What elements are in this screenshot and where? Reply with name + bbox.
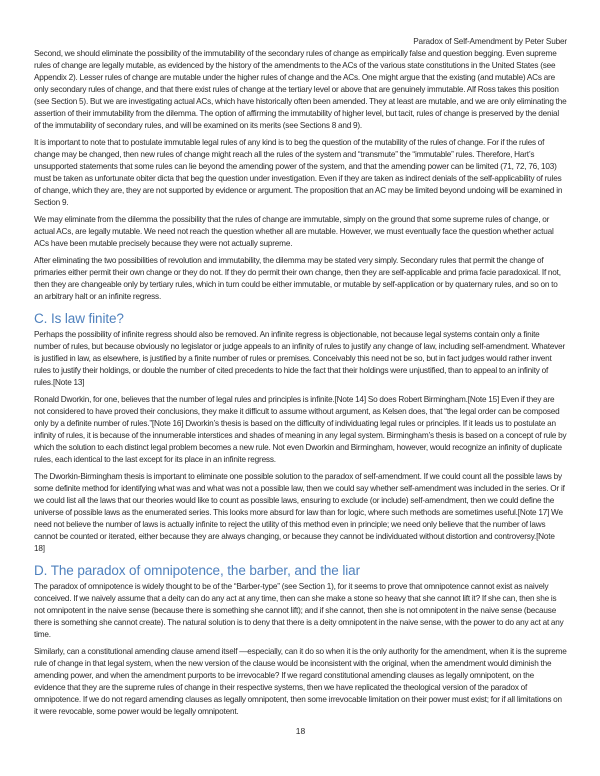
paragraph: We may eliminate from the dilemma the possibility that the rules of change are immutable, simply on the ground that some supreme rules of change, or actual ACs, are legally mutable. We need not reach the question whether all are mutable. However, we must eventually face the question whether actual ACs have been mutable precisely because they were not actually supreme.: [34, 215, 554, 248]
paragraph: Second, we should eliminate the possibility of the immutability of the secondary rules of change as empirically false and question begging. Even supreme rules of change are legally mutable, as evidenced by the history of the amendments to the ACs of the various state constitutions in the United States (see Appendix 2). Lesser rules of change are mutable under the higher rules of change and the ACs. One might argue that the existing (and mutable) ACs are only secondary rules of change, and that there exist rules of change at the tertiary level or above that are genuinely immutable. Alf Ross takes this position (see Section 5). But we are investigating actual ACs, which have historically often been amended. They at least are mutable, and we are only eliminating the assertion of their immutability from the dilemma. The option of affirming the immutability of higher level, but tacit, rules of change is preserved by the denial of the immutability of secondary rules, and will be examined on its merits (see Sections 8 and 9).: [34, 49, 567, 130]
paragraph: It is important to note that to postulate immutable legal rules of any kind is to beg the question of the mutability of the rules of change. For if the rules of change may be changed, then new rules of change might reach all the rules of the system and “transmute” the “immutable” rules. Therefore, Hart’s unsupported statements that some rules can lie beyond the amending power of the system, and that the amending power can be limited (71, 72, 76, 103) must be taken as unfortunate obiter dicta that beg the question under investigation. Even if they are taken as indirect denials of the self-applicability of rules of change, which they are, they are not supported by evidence or argument. The proposition that an AC may be limited beyond undoing will be examined in Section 9.: [34, 138, 563, 207]
paragraph: Perhaps the possibility of infinite regress should also be removed. An infinite regress is objectionable, not because legal systems contain only a finite number of rules, but because obviously no legislator or judge appeals to an infinity of rules to justify any change of law, including self-amendment. Whatever is justified in law, as elsewhere, is justified by a finite number of rules or premises. Conceivably this need not be so, but in fact judges would rather invent rules to justify their holdings, or double the number of cited precedents to hide the fact that their holdings were unjustified, than to appeal to an infinity of rules.[Note 13]: [34, 330, 566, 387]
page-number: 18: [295, 726, 306, 736]
paragraph: After eliminating the two possibilities of revolution and immutability, the dilemma may be stated very simply. Secondary rules that permit the change of primaries either permit their own change or they do not. If they do permit their own change, then they are self-applicable and prima facie paradoxical. If not, then they are changeable only by tertiary rules, which in turn could be either immutable, or mutable by self-application or by quaternary rules, and so on to an arbitrary halt or an infinite regress.: [34, 256, 561, 301]
paragraph: The paradox of omnipotence is widely thought to be of the “Barber-type” (see Section 1), for it seems to prove that omnipotence cannot exist as naively conceived. If we naively assume that a deity can do any act at any time, then can she make a stone so heavy that she cannot lift it? If she can, then she is not omnipotent in the naive sense (because there is something she cannot lift); and if she cannot, then she is not omnipotent in the naive sense (because there is something she cannot create). The natural solution is to deny that there is a deity omnipotent in the naive sense, with the power to do any act at any time.: [34, 582, 564, 639]
paragraph: Similarly, can a constitutional amending clause amend itself —especially, can it do so when it is the only authority for the amendment, when it is the supreme rule of change in that legal system, when the new version of the clause would be inconsistent with the original, when the amendment would diminish the amending power, and when the amendment purports to be irrevocable? If we regard constitutional amending clauses as legally omnipotent, on the evidence that they are the supreme rules of change in their respective systems, then we have replicated the theological version of the paradox of omnipotence. If we do not regard amending clauses as legally omnipotent, then some irrevocable limitation on their power must exist; for if all limitations on it were revocable, some power would be legally omnipotent.: [34, 647, 567, 716]
section-heading-c: C. Is law finite?: [34, 311, 124, 326]
paragraph: Ronald Dworkin, for one, believes that the number of legal rules and principles is infinite.[Note 14] So does Robert Birmingham.[Note 15] Even if they are not considered to have proved their conclusions, they make it difficult to assume without argument, as Kelsen does, that “the legal order can be composed only by a definite number of rules.”[Note 16] Dworkin’s thesis is based on the difficulty of individuating legal rules or principles. If it leads us to postulate an infinity of rules, it is because of the innumerable interstices and shades of meaning in any legal system. Birmingham’s thesis is based on a concept of rule by which the solution to each distinct legal problem becomes a new rule. Not even Dworkin and Birmingham, however, would recognize an infinity of duplicate rules, each identical to the last except for its place in an infinite regress.: [34, 395, 567, 464]
section-heading-d: D. The paradox of omnipotence, the barber, and the liar: [34, 563, 360, 578]
paragraph: The Dworkin-Birmingham thesis is important to eliminate one possible solution to the paradox of self-amendment. If we could count all the possible laws by some definite method for identifying what was and what was not a possible law, then we could say whether self-amendment was included in the series. Or if we could list all the laws that our theories would like to count as possible laws, ensuring to exclude (or include) self-amendment, then we could define the universe of possible laws as the enumerated series. This looks more absurd for law than for logic, where such methods are sometimes useful.[Note 17] We need not believe the number of laws is actually infinite to reject the utility of this method even in principle; we need only believe that the number of laws cannot be counted or iterated, either because they are always changing, or because they cannot be individuated without distortion and controversy.[Note 18]: [34, 472, 565, 553]
running-header: Paradox of Self-Amendment by Peter Suber: [413, 37, 567, 46]
